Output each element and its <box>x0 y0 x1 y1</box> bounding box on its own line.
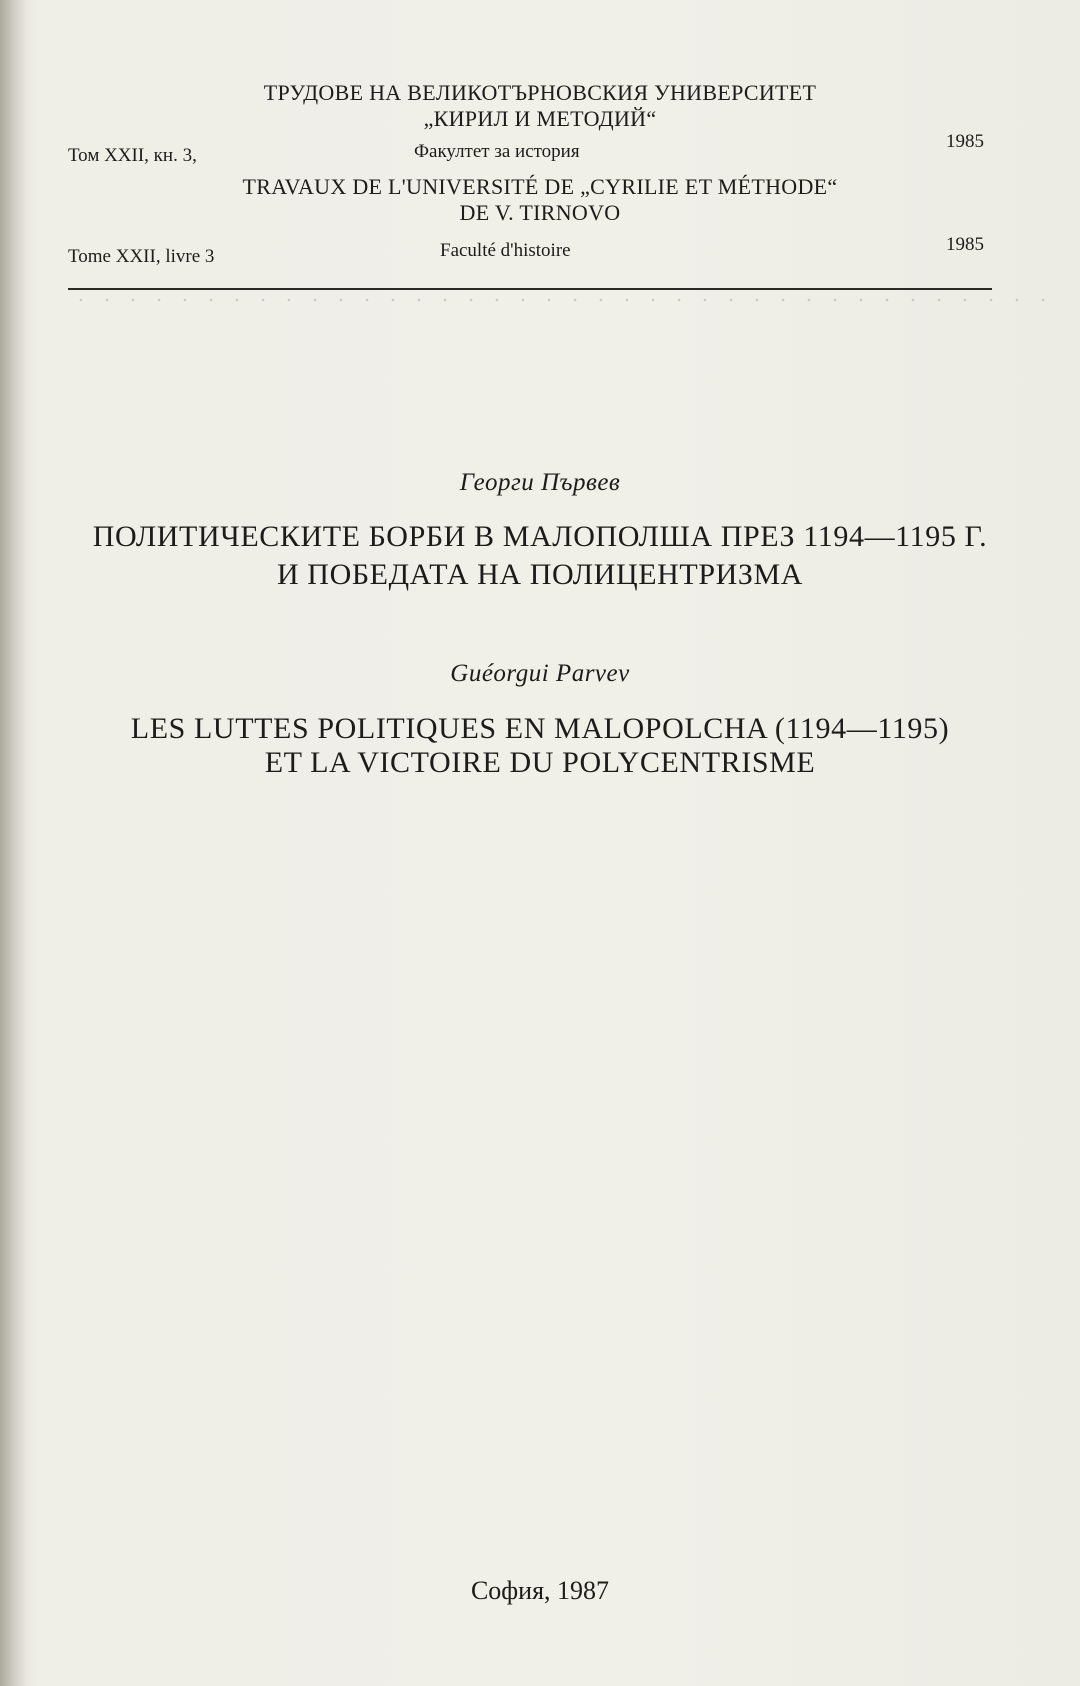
title-fr-line1: LES LUTTES POLITIQUES EN MALOPOLCHA (1194—1195) <box>130 712 950 745</box>
header-fr-faculty: Faculté d'histoire <box>440 240 571 261</box>
header-fr-university: TRAVAUX DE L'UNIVERSITÉ DE „CYRILIE ET MÉTHODE“ <box>242 174 838 199</box>
header-rule <box>68 288 992 290</box>
spine-shadow <box>0 0 28 1686</box>
header-bg-faculty: Факултет за история <box>414 141 580 162</box>
header-fr-year: 1985 <box>946 234 984 255</box>
imprint-city-year: София, 1987 <box>470 1576 610 1605</box>
header-bg-volume: Том XXII, кн. 3, <box>68 145 197 166</box>
header-bg-university: ТРУДОВЕ НА ВЕЛИКОТЪРНОВСКИЯ УНИВЕРСИТЕТ <box>263 80 817 105</box>
author-bg: Георги Първев <box>459 469 621 496</box>
author-fr: Guéorgui Parvev <box>450 660 630 687</box>
header-bg-year: 1985 <box>946 131 984 152</box>
title-fr-line2: ET LA VICTOIRE DU POLYCENTRISME <box>264 746 816 779</box>
title-bg-line2: И ПОБЕДАТА НА ПОЛИЦЕНТРИЗМА <box>276 558 804 591</box>
header-fr-city: DE V. TIRNOVO <box>459 200 621 225</box>
decorative-dotted-line <box>68 298 1058 302</box>
title-bg-line1: ПОЛИТИЧЕСКИТЕ БОРБИ В МАЛОПОЛША ПРЕЗ 1194—1195 Г. <box>92 520 988 553</box>
header-bg-university-name: „КИРИЛ И МЕТОДИЙ“ <box>423 106 657 131</box>
header-fr-volume: Tome XXII, livre 3 <box>68 246 215 267</box>
